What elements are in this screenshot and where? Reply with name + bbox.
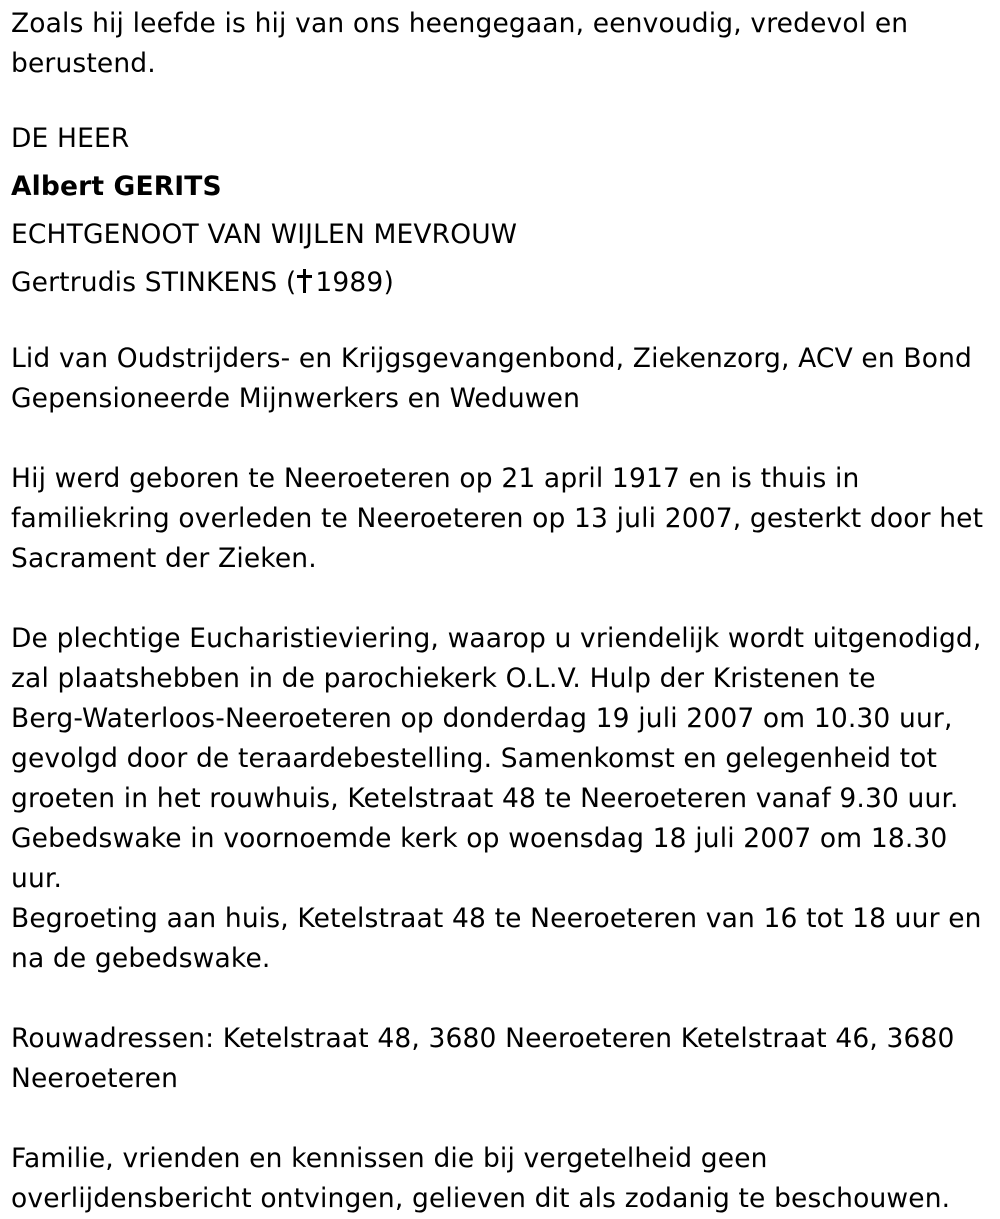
ceremony-line: Berg-Waterloos-Neeroeteren op donderdag 19 juli 2007 om 10.30 uur, — [11, 703, 953, 734]
addresses-text: Rouwadressen: Ketelstraat 48, 3680 Neeroeteren Ketelstraat 46, 3680 Neeroeteren — [11, 1023, 955, 1094]
cross-icon — [296, 269, 312, 293]
intro-text: Zoals hij leefde is hij van ons heengegaan, eenvoudig, vredevol en berustend. — [11, 8, 909, 79]
birth-death-text: Hij werd geboren te Neeroeteren op 21 april 1917 en is thuis in familiekring overleden te Neeroeteren op 13 juli 2007, gesterkt door het Sacrament der Zieken. — [11, 463, 984, 574]
obituary-notice — [11, 4, 991, 1219]
ceremony-line: zal plaatshebben in de parochiekerk O.L.V. Hulp der Kristenen te — [11, 663, 876, 694]
ceremony-line: groeten in het rouwhuis, Ketelstraat 48 te Neeroeteren vanaf 9.30 uur. — [11, 783, 959, 814]
spouse-line: ECHTGENOOT VAN WIJLEN MEVROUW — [11, 219, 518, 250]
ceremony-line: na de gebedswake. — [11, 943, 271, 974]
name-block — [11, 115, 991, 307]
spouse-death-year: 1989) — [315, 267, 394, 298]
spouse-name: Gertrudis STINKENS ( — [11, 267, 297, 298]
ceremony-line: gevolgd door de teraardebestelling. Samenkomst en gelegenheid tot — [11, 743, 938, 774]
memberships-text: Lid van Oudstrijders- en Krijgsgevangenbond, Ziekenzorg, ACV en Bond Gepensioneerde Mijnwerkers en Weduwen — [11, 343, 973, 414]
honorific: DE HEER — [11, 123, 130, 154]
ceremony-line: De plechtige Eucharistieviering, waarop u vriendelijk wordt uitgenodigd, — [11, 623, 982, 654]
ceremony-line: Gebedswake in voornoemde kerk op woensdag 18 juli 2007 om 18.30 uur. — [11, 823, 948, 894]
deceased-name: Albert GERITS — [11, 171, 222, 202]
closing-text: Familie, vrienden en kennissen die bij vergetelheid geen overlijdensbericht ontvingen, gelieven dit als zodanig te beschouwen. — [11, 1143, 951, 1214]
spouse-name-line — [11, 259, 991, 307]
ceremony-text — [11, 619, 991, 979]
ceremony-line: Begroeting aan huis, Ketelstraat 48 te Neeroeteren van 16 tot 18 uur en — [11, 903, 982, 934]
